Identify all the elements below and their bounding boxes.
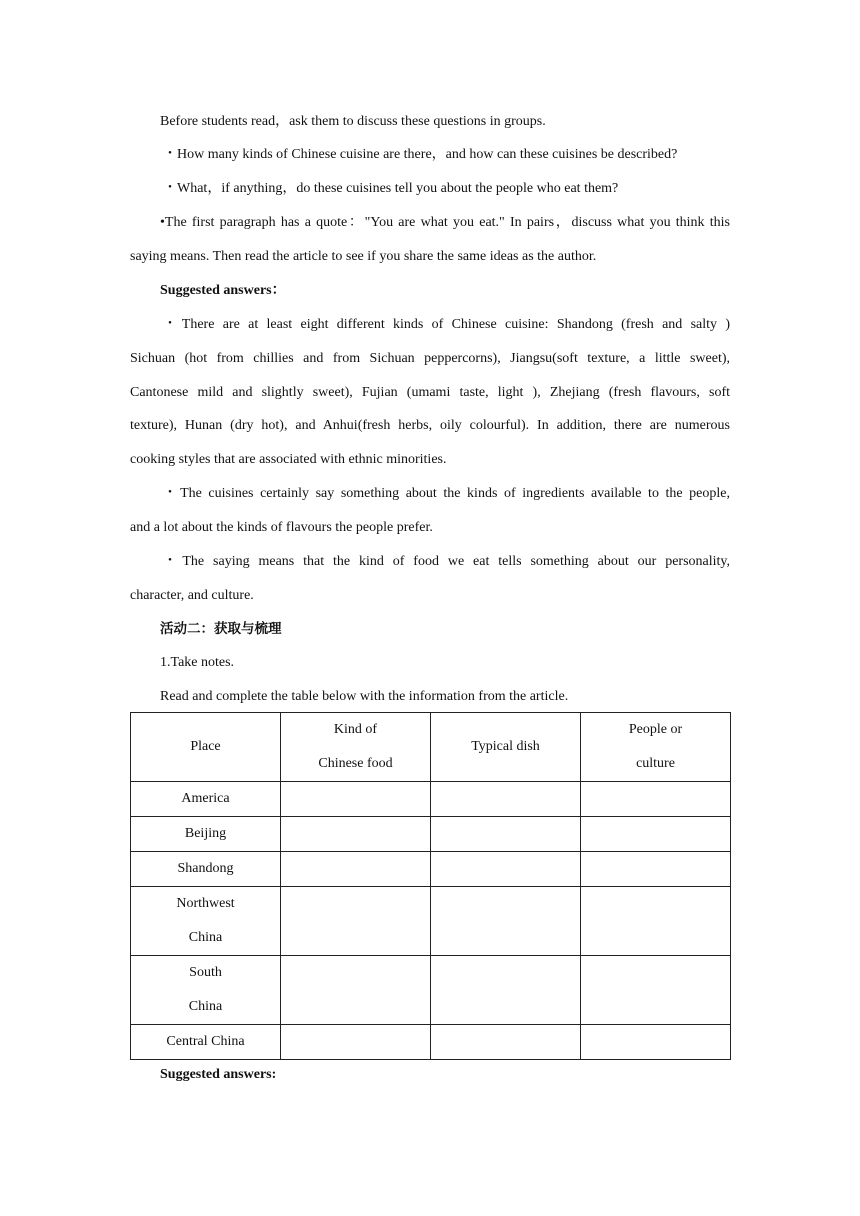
suggested-answers-heading-2: Suggested answers:: [160, 1067, 277, 1082]
blank-cell[interactable]: [431, 782, 581, 817]
header-kind-line-2: Chinese food: [318, 756, 393, 771]
blank-cell[interactable]: [581, 782, 731, 817]
place-line: South: [189, 965, 222, 980]
blank-cell[interactable]: [281, 956, 431, 1025]
blank-cell[interactable]: [581, 1025, 731, 1060]
answer-3-line-1: ・The saying means that the kind of food we eat tells something about our personality,: [163, 554, 730, 569]
header-people-line-1: People or: [628, 722, 683, 737]
blank-cell[interactable]: [281, 852, 431, 887]
table-header-row: [131, 713, 731, 782]
place-cell-shandong: Shandong: [131, 852, 281, 887]
answer-2-line-2: and a lot about the kinds of flavours the people prefer.: [130, 520, 433, 535]
blank-cell[interactable]: [281, 782, 431, 817]
blank-cell[interactable]: [281, 817, 431, 852]
blank-cell[interactable]: [581, 852, 731, 887]
header-typical-dish: Typical dish: [431, 713, 581, 782]
intro-text: Before students read，ask them to discuss these questions in groups.: [160, 114, 546, 129]
answer-1-line-5: cooking styles that are associated with ethnic minorities.: [130, 452, 447, 467]
notes-table: [130, 712, 731, 1060]
question-1: ・How many kinds of Chinese cuisine are there，and how can these cuisines be described?: [163, 147, 678, 162]
blank-cell[interactable]: [581, 887, 731, 956]
header-people-culture: [581, 713, 731, 782]
place-cell-central-china: Central China: [131, 1025, 281, 1060]
blank-cell[interactable]: [431, 817, 581, 852]
answer-2-line-1: ・The cuisines certainly say something about the kinds of ingredients available to the people,: [163, 486, 730, 501]
blank-cell[interactable]: [581, 817, 731, 852]
quote-task-line-2: saying means. Then read the article to see if you share the same ideas as the author.: [130, 249, 597, 264]
table-row: [131, 817, 731, 852]
table-row: [131, 887, 731, 956]
blank-cell[interactable]: [431, 956, 581, 1025]
place-cell-northwest-china: [131, 887, 281, 956]
place-line: China: [188, 930, 223, 945]
quote-task-line-1: •The first paragraph has a quote："You are what you eat." In pairs，discuss what you think this: [160, 215, 730, 230]
header-kind-of-food: [281, 713, 431, 782]
header-place: Place: [131, 713, 281, 782]
place-line: Northwest: [176, 896, 235, 911]
place-cell-america: America: [131, 782, 281, 817]
blank-cell[interactable]: [281, 1025, 431, 1060]
table-row: [131, 956, 731, 1025]
blank-cell[interactable]: [581, 956, 731, 1025]
activity-heading: 活动二：获取与梳理: [160, 621, 282, 637]
blank-cell[interactable]: [431, 852, 581, 887]
table-instruction: Read and complete the table below with the information from the article.: [160, 689, 569, 704]
blank-cell[interactable]: [431, 1025, 581, 1060]
answer-1-line-3: Cantonese mild and slightly sweet), Fujian (umami taste, light ), Zhejiang (fresh flavours, soft: [130, 385, 730, 400]
answer-1-line-1: ・There are at least eight different kinds of Chinese cuisine: Shandong (fresh and salty ): [163, 317, 730, 332]
blank-cell[interactable]: [431, 887, 581, 956]
table-row: [131, 1025, 731, 1060]
place-cell-south-china: [131, 956, 281, 1025]
header-kind-line-1: Kind of: [333, 722, 378, 737]
suggested-answers-heading: Suggested answers：: [160, 283, 286, 298]
answer-1-line-2: Sichuan (hot from chillies and from Sichuan peppercorns), Jiangsu(soft texture, a little sweet),: [130, 351, 730, 366]
step-take-notes: 1.Take notes.: [160, 655, 235, 670]
table-row: [131, 782, 731, 817]
question-2: ・What，if anything，do these cuisines tell you about the people who eat them?: [163, 181, 619, 196]
place-line: China: [188, 999, 223, 1014]
place-cell-beijing: Beijing: [131, 817, 281, 852]
table-row: [131, 852, 731, 887]
answer-3-line-2: character, and culture.: [130, 588, 254, 603]
header-people-line-2: culture: [636, 756, 675, 771]
answer-1-line-4: texture), Hunan (dry hot), and Anhui(fresh herbs, oily colourful). In addition, there are numerous: [130, 418, 730, 433]
blank-cell[interactable]: [281, 887, 431, 956]
